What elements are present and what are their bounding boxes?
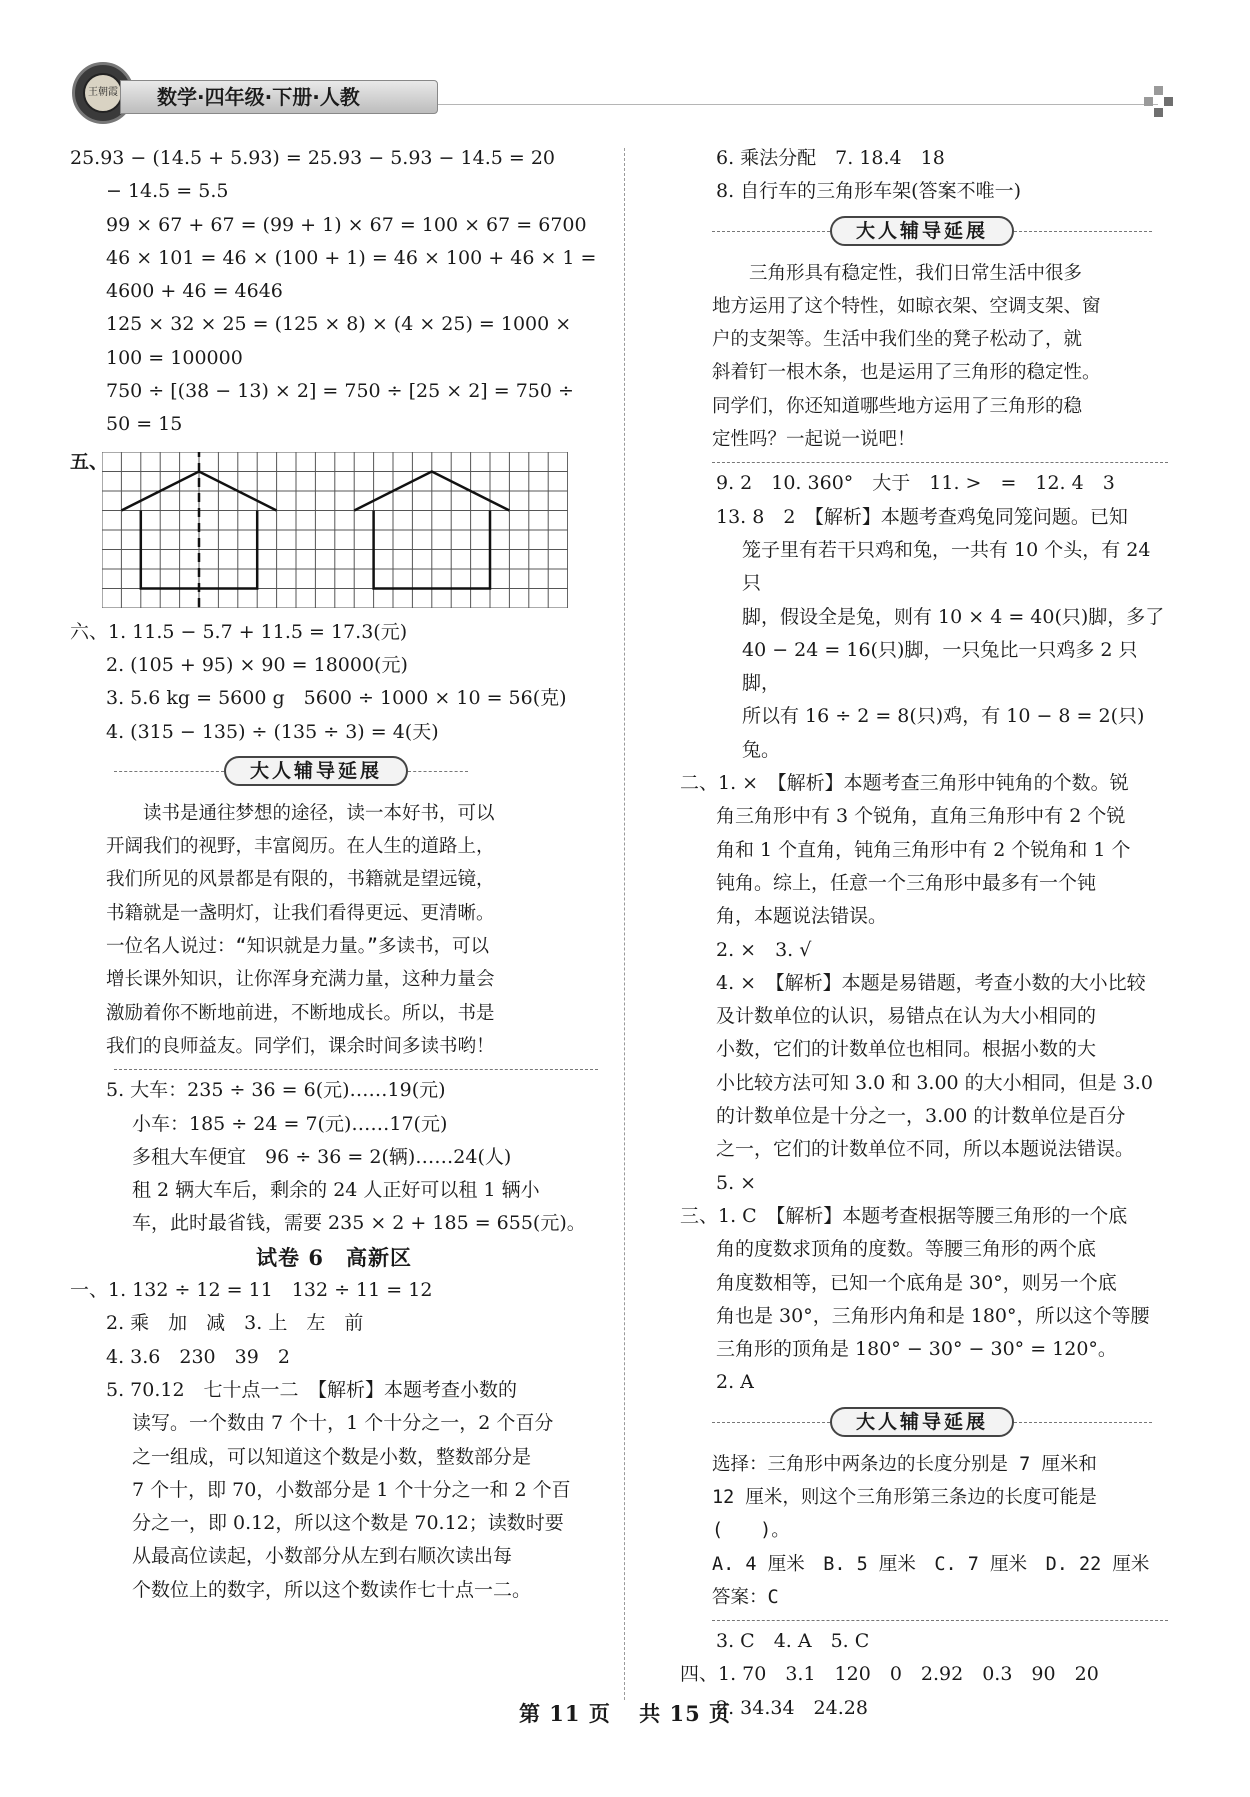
header-rule: [438, 104, 1158, 105]
extension-line: 书籍就是一盏明灯，让我们看得更远、更清晰。: [106, 902, 495, 924]
extension-header: [680, 213, 1168, 251]
extension-line: 激励着你不断地前进，不断地成长。所以，书是: [106, 1002, 495, 1024]
answer-line: 角三角形中有 3 个锐角，直角三角形中有 2 个锐: [716, 805, 1126, 828]
answer-line: 及计数单位的认识，易错点在认为大小相同的: [716, 1005, 1097, 1028]
extension-line: 答案：C: [712, 1586, 779, 1608]
answer-line: 读写。一个数由 7 个十，1 个十分之一，2 个百分: [132, 1412, 554, 1435]
extension-text: [70, 797, 598, 1063]
column-divider: [624, 148, 625, 1700]
answer-line: 从最高位读起，小数部分从左到右顺次读出每: [132, 1545, 513, 1568]
extension-line: 户的支架等。生活中我们坐的凳子松动了，就: [712, 329, 1083, 351]
answer-line: 分之一，即 0.12，所以这个数是 70.12；读数时要: [132, 1512, 564, 1535]
calc-line: 100 = 100000: [106, 346, 243, 369]
answer-line: 三角形的顶角是 180° − 30° − 30° = 120°。: [716, 1338, 1117, 1361]
answer-line: 角，本题说法错误。: [716, 905, 888, 928]
logo-text: 王朝霞: [83, 73, 123, 113]
grid-drawing: [102, 452, 568, 608]
calc-line: 750 ÷ [(38 − 13) × 2] = 750 ÷ [25 × 2] = 750 ÷: [106, 380, 574, 403]
extension-footer-rule: [712, 462, 1168, 463]
page-number: 第 11 页: [518, 1701, 611, 1726]
answer-line: 钝角。综上，任意一个三角形中最多有一个钝: [716, 871, 1097, 894]
answer-line: 6. 乘法分配 7. 18.4 18: [716, 147, 945, 169]
answer-line: 2. (105 + 95) × 90 = 18000(元): [106, 653, 408, 676]
calc-line: 46 × 101 = 46 × (100 + 1) = 46 × 100 + 46 × 1 =: [106, 246, 597, 269]
page-footer: [0, 1698, 1250, 1728]
answer-line: 笼子里有若干只鸡和兔，一共有 10 个头，有 24 只: [742, 538, 1151, 595]
answer-line: 角度数相等，已知一个底角是 30°，则另一个底: [716, 1271, 1117, 1294]
answer-line: 小比较方法可知 3.0 和 3.00 的大小相同，但是 3.0: [716, 1071, 1153, 1094]
book-title: 数学·四年级·下册·人教: [120, 80, 438, 114]
extension-footer-rule: [114, 1069, 598, 1070]
answer-line: 之一组成，可以知道这个数是小数，整数部分是: [132, 1445, 532, 1468]
extension-header: [680, 1404, 1168, 1442]
answer-line: 六、1. 11.5 − 5.7 + 11.5 = 17.3(元): [70, 620, 408, 643]
calc-line: 99 × 67 + 67 = (99 + 1) × 67 = 100 × 67 = 6700: [106, 213, 587, 236]
answer-line: 角和 1 个直角，钝角三角形中有 2 个锐角和 1 个: [716, 838, 1131, 861]
page-total: 共 15 页: [639, 1701, 732, 1726]
answer-line: 四、1. 70 3.1 120 0 2.92 0.3 90 20: [680, 1663, 1099, 1686]
extension-line: A. 4 厘米 B. 5 厘米 C. 7 厘米 D. 22 厘米: [712, 1553, 1150, 1575]
answer-line: 小车：185 ÷ 24 = 7(元)……17(元): [132, 1112, 448, 1135]
answer-line: 二、1. × 【解析】本题考查三角形中钝角的个数。锐: [680, 772, 1129, 795]
extension-header: [70, 753, 598, 791]
answer-line: 三、1. C 【解析】本题考查根据等腰三角形的一个底: [680, 1204, 1128, 1227]
answer-line: 2. 乘 加 减 3. 上 左 前: [106, 1312, 364, 1335]
answer-line: 所以有 16 ÷ 2 = 8(只)鸡，有 10 − 8 = 2(只)兔。: [742, 705, 1145, 761]
extension-line: 三角形具有稳定性，我们日常生活中很多: [749, 262, 1083, 284]
answer-line: 之一，它们的计数单位不同，所以本题说法错误。: [716, 1138, 1135, 1161]
paper-title: 试卷 6 高新区: [256, 1244, 412, 1270]
extension-line: 我们的良师益友。同学们，课余时间多读书哟！: [106, 1035, 495, 1057]
answer-line: 2. × 3. √: [716, 938, 812, 961]
answer-line: 3. 5.6 kg = 5600 g 5600 ÷ 1000 × 10 = 56(克): [106, 687, 567, 710]
answer-line: 4. 3.6 230 39 2: [106, 1345, 290, 1368]
calc-line: 4600 + 46 = 4646: [106, 280, 283, 303]
extension-line: 增长课外知识，让你浑身充满力量，这种力量会: [106, 969, 495, 991]
extension-line: 同学们，你还知道哪些地方运用了三角形的稳: [712, 395, 1083, 417]
calc-line: 25.93 − (14.5 + 5.93) = 25.93 − 5.93 − 14.5 = 20: [70, 147, 556, 169]
answer-line: 2. A: [716, 1371, 754, 1394]
extension-line: 开阔我们的视野，丰富阅历。在人生的道路上，: [106, 836, 495, 858]
extension-line: 12 厘米，则这个三角形第三条边的长度可能是: [712, 1486, 1097, 1508]
extension-line: 定性吗？一起说一说吧！: [712, 429, 916, 451]
section-five-label: 五、: [70, 450, 109, 473]
answer-line: 40 − 24 = 16(只)脚，一只兔比一只鸡多 2 只脚，: [742, 638, 1138, 695]
extension-line: 我们所见的风景都是有限的，书籍就是望远镜，: [106, 869, 495, 891]
left-column: [70, 142, 598, 1607]
extension-title: 大人辅导延展: [830, 216, 1014, 246]
answer-line: 车，此时最省钱，需要 235 × 2 + 185 = 655(元)。: [132, 1212, 586, 1235]
answer-line: 3. C 4. A 5. C: [716, 1630, 870, 1653]
answer-line: 8. 自行车的三角形车架(答案不唯一): [716, 180, 1021, 203]
answer-line: 13. 8 2 【解析】本题考查鸡兔同笼问题。已知: [716, 505, 1128, 528]
right-column: [680, 142, 1168, 1725]
answer-line: 2. 34.34 24.28: [716, 1696, 868, 1719]
answer-line: 5. ×: [716, 1171, 757, 1194]
calc-line: 125 × 32 × 25 = (125 × 8) × (4 × 25) = 1000 ×: [106, 313, 572, 336]
symmetry-grid-figure: [70, 444, 598, 610]
extension-line: 读书是通往梦想的途径，读一本好书，可以: [143, 802, 495, 824]
extension-line: 选择：三角形中两条边的长度分别是 7 厘米和: [712, 1453, 1097, 1475]
extension-line: 一位名人说过：“知识就是力量。”多读书，可以: [106, 936, 490, 958]
answer-line: 的计数单位是十分之一，3.00 的计数单位是百分: [716, 1105, 1126, 1128]
answer-line: 5. 大车：235 ÷ 36 = 6(元)……19(元): [106, 1079, 446, 1102]
page-header: [0, 0, 1250, 130]
extension-text: [680, 1448, 1168, 1614]
answer-line: 脚，假设全是兔，则有 10 × 4 = 40(只)脚，多了: [742, 605, 1165, 628]
decorative-squares-icon: [1144, 86, 1174, 120]
answer-line: 租 2 辆大车后，剩余的 24 人正好可以租 1 辆小: [132, 1179, 540, 1202]
extension-line: 斜着钉一根木条，也是运用了三角形的稳定性。: [712, 362, 1101, 384]
answer-line: 4. × 【解析】本题是易错题，考查小数的大小比较: [716, 971, 1146, 994]
answer-line: 4. (315 − 135) ÷ (135 ÷ 3) = 4(天): [106, 720, 439, 743]
answer-line: 7 个十，即 70，小数部分是 1 个十分之一和 2 个百: [132, 1478, 571, 1501]
extension-line: ( )。: [712, 1520, 790, 1542]
calc-line: 50 = 15: [106, 413, 183, 436]
answer-line: 角也是 30°，三角形内角和是 180°，所以这个等腰: [716, 1304, 1150, 1327]
answer-line: 小数，它们的计数单位也相同。根据小数的大: [716, 1038, 1097, 1061]
extension-title: 大人辅导延展: [830, 1407, 1014, 1437]
answer-line: 5. 70.12 七十点一二 【解析】本题考查小数的: [106, 1378, 518, 1401]
extension-title: 大人辅导延展: [224, 756, 408, 786]
answer-line: 多租大车便宜 96 ÷ 36 = 2(辆)……24(人): [132, 1145, 512, 1168]
extension-line: 地方运用了这个特性，如晾衣架、空调支架、窗: [712, 295, 1101, 317]
answer-line: 9. 2 10. 360° 大于 11. > = 12. 4 3: [716, 472, 1115, 495]
answer-line: 个数位上的数字，所以这个数读作七十点一二。: [132, 1578, 532, 1601]
calc-line: − 14.5 = 5.5: [106, 180, 229, 203]
extension-text: [680, 257, 1168, 457]
answer-line: 角的度数求顶角的度数。等腰三角形的两个底: [716, 1238, 1097, 1261]
answer-line: 一、1. 132 ÷ 12 = 11 132 ÷ 11 = 12: [70, 1279, 433, 1302]
extension-footer-rule: [712, 1620, 1168, 1621]
